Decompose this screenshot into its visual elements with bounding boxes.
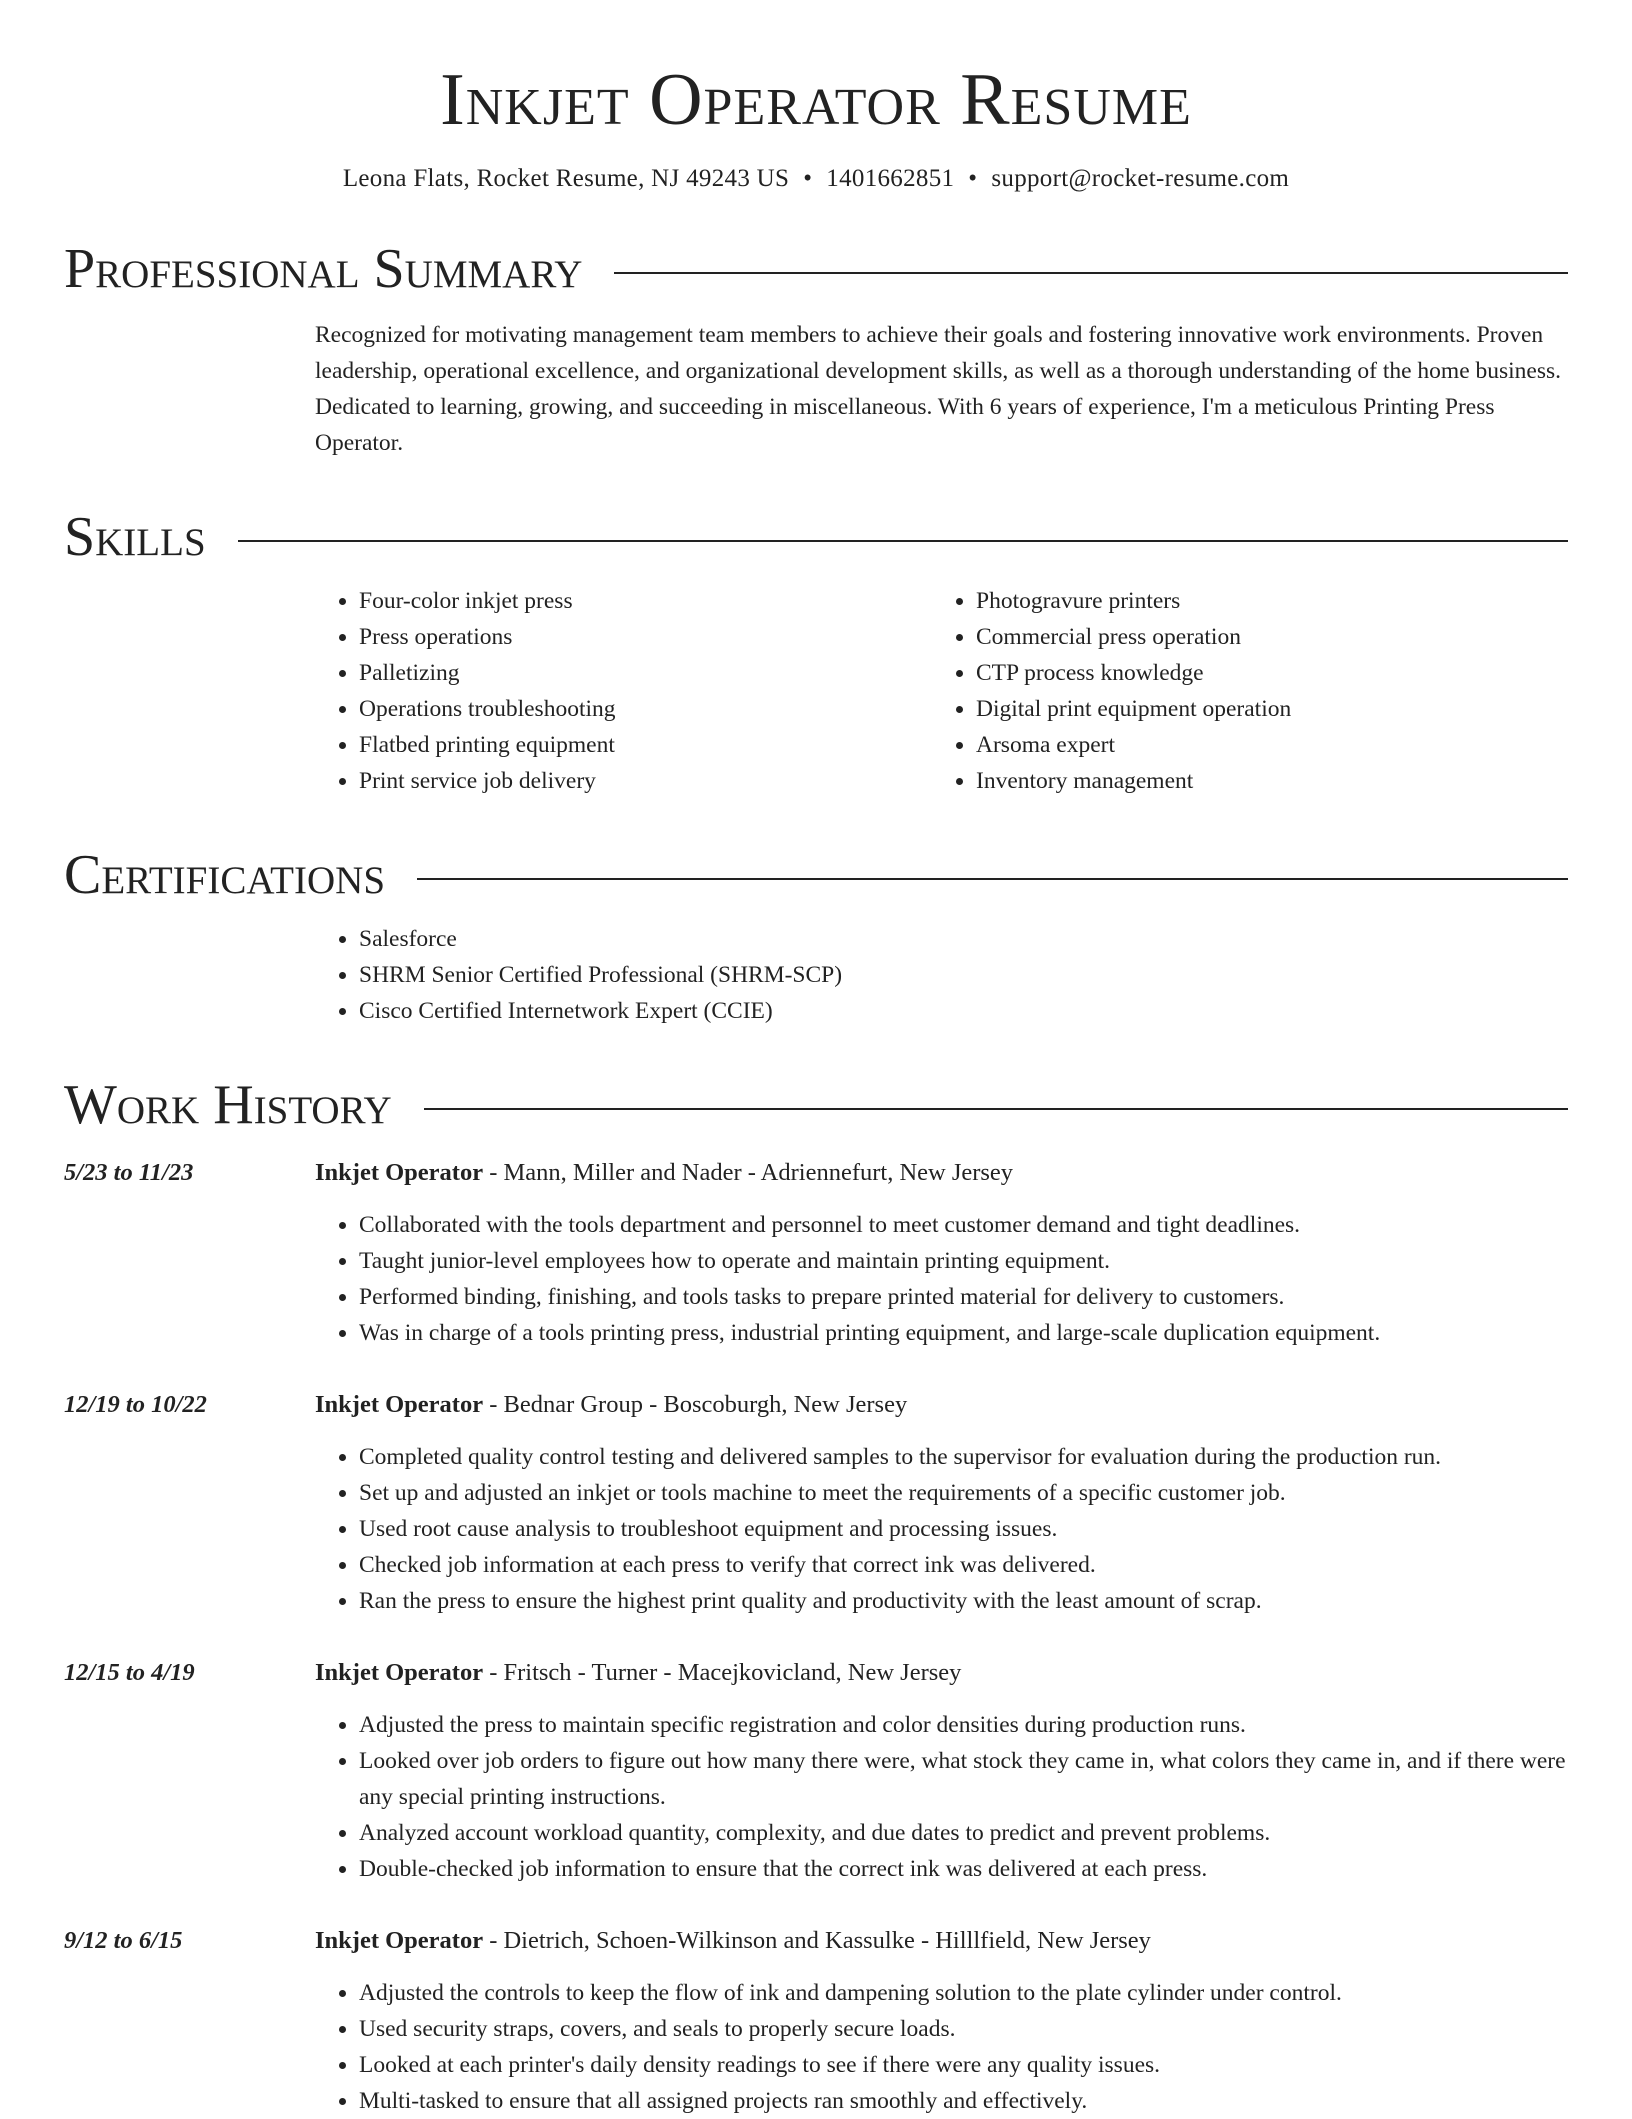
certifications-section-header: [64, 844, 1568, 907]
job-heading: [315, 1923, 1568, 1959]
skill-item: • Operations troubleshooting: [359, 691, 932, 727]
job-role: Inkjet Operator: [315, 1927, 484, 1955]
skill-item: • Photogravure printers: [976, 583, 1549, 619]
job-role: Inkjet Operator: [315, 1391, 484, 1419]
section-divider: [614, 272, 1568, 274]
skill-item: • Inventory management: [976, 763, 1549, 799]
certification-item: • Salesforce: [359, 921, 1568, 957]
job-bullet: • Completed quality control testing and delivered samples to the supervisor for evaluation during the production run.: [359, 1439, 1568, 1475]
contact-line: [64, 165, 1568, 193]
work-history-section-header: [64, 1074, 1568, 1137]
job-detail: [315, 1387, 1568, 1619]
job-bullet: • Ran the press to ensure the highest print quality and productivity with the least amount of scrap.: [359, 1583, 1568, 1619]
job-dates: 9/12 to 6/15: [64, 1927, 183, 1955]
job-detail: [315, 1655, 1568, 1887]
job-bullet: • Set up and adjusted an inkjet or tools machine to meet the requirements of a specific customer job.: [359, 1475, 1568, 1511]
summary-text: Recognized for motivating management team members to achieve their goals and fostering innovative work environments. Proven leadership, operational excellence, and organizational development skills, as well as a thorough understanding of the home business. Dedicated to learning, growing, and succeeding in miscellaneous. With 6 years of experience, I'm a meticulous Printing Press Operator.: [315, 322, 1562, 457]
job-bullet: • Was in charge of a tools printing press, industrial printing equipment, and large-scale duplication equipment.: [359, 1315, 1568, 1351]
job-employer: - Dietrich, Schoen-Wilkinson and Kassulke - Hilllfield, New Jersey: [483, 1927, 1151, 1955]
job-entry: [64, 1655, 1568, 1887]
skill-item: • Palletizing: [359, 655, 932, 691]
contact-phone: 1401662851: [826, 165, 955, 193]
skills-list: [315, 583, 1568, 799]
job-bullet: • Taught junior-level employees how to operate and maintain printing equipment.: [359, 1243, 1568, 1279]
skill-item: • Press operations: [359, 619, 932, 655]
certification-item: • SHRM Senior Certified Professional (SHRM-SCP): [359, 957, 1568, 993]
skills-column-right: [932, 583, 1549, 799]
summary-heading: Professional Summary: [64, 238, 583, 301]
contact-email: support@rocket-resume.com: [991, 165, 1290, 193]
work-history-heading: Work History: [64, 1074, 392, 1137]
skill-item: • CTP process knowledge: [976, 655, 1549, 691]
job-employer: - Mann, Miller and Nader - Adriennefurt, New Jersey: [483, 1159, 1014, 1187]
skill-item: • Four-color inkjet press: [359, 583, 932, 619]
section-divider: [417, 878, 1568, 880]
job-bullet: • Used security straps, covers, and seals to properly secure loads.: [359, 2011, 1568, 2047]
job-employer: - Fritsch - Turner - Macejkovicland, New Jersey: [483, 1659, 962, 1687]
job-employer: - Bednar Group - Boscoburgh, New Jersey: [483, 1391, 908, 1419]
skill-item: • Commercial press operation: [976, 619, 1549, 655]
job-heading: [315, 1655, 1568, 1691]
job-entry: [64, 1387, 1568, 1619]
certification-item: • Cisco Certified Internetwork Expert (CCIE): [359, 993, 1568, 1029]
job-role: Inkjet Operator: [315, 1659, 484, 1687]
certifications-heading: Certifications: [64, 844, 386, 907]
job-entry: [64, 1923, 1568, 2119]
contact-address: Leona Flats, Rocket Resume, NJ 49243 US: [342, 165, 790, 193]
job-detail: [315, 1923, 1568, 2119]
job-bullet: • Looked over job orders to figure out how many there were, what stock they came in, what colors they came in, and if there were any special printing instructions.: [359, 1743, 1568, 1815]
certifications-list: [315, 921, 1568, 1029]
skills-column-left: [315, 583, 932, 799]
job-heading: [315, 1387, 1568, 1423]
job-detail: [315, 1155, 1568, 1351]
job-bullet: • Checked job information at each press to verify that correct ink was delivered.: [359, 1547, 1568, 1583]
skills-heading: Skills: [64, 506, 206, 569]
skill-item: • Print service job delivery: [359, 763, 932, 799]
section-divider: [238, 540, 1568, 542]
job-bullet: • Performed binding, finishing, and tools tasks to prepare printed material for delivery to customers.: [359, 1279, 1568, 1315]
contact-separator: •: [803, 165, 813, 193]
job-dates: 12/19 to 10/22: [64, 1391, 207, 1419]
job-dates: 12/15 to 4/19: [64, 1659, 195, 1687]
job-heading: [315, 1155, 1568, 1191]
skill-item: • Arsoma expert: [976, 727, 1549, 763]
page-title: Inkjet Operator Resume: [440, 59, 1192, 141]
summary-section-header: [64, 238, 1568, 301]
job-bullet: • Adjusted the press to maintain specific registration and color densities during production runs.: [359, 1707, 1568, 1743]
section-divider: [424, 1108, 1568, 1110]
skills-section-header: [64, 506, 1568, 569]
job-bullet: • Double-checked job information to ensure that the correct ink was delivered at each press.: [359, 1851, 1568, 1887]
skill-item: • Digital print equipment operation: [976, 691, 1549, 727]
job-bullet: • Looked at each printer's daily density readings to see if there were any quality issues.: [359, 2047, 1568, 2083]
job-role: Inkjet Operator: [315, 1159, 484, 1187]
job-bullet: • Analyzed account workload quantity, complexity, and due dates to predict and prevent problems.: [359, 1815, 1568, 1851]
skill-item: • Flatbed printing equipment: [359, 727, 932, 763]
job-dates: 5/23 to 11/23: [64, 1159, 194, 1187]
job-bullet: • Multi-tasked to ensure that all assigned projects ran smoothly and effectively.: [359, 2083, 1568, 2119]
job-bullet: • Collaborated with the tools department and personnel to meet customer demand and tight deadlines.: [359, 1207, 1568, 1243]
contact-separator: •: [968, 165, 978, 193]
job-entry: [64, 1155, 1568, 1351]
job-bullet: • Used root cause analysis to troubleshoot equipment and processing issues.: [359, 1511, 1568, 1547]
job-bullet: • Adjusted the controls to keep the flow of ink and dampening solution to the plate cylinder under control.: [359, 1975, 1568, 2011]
